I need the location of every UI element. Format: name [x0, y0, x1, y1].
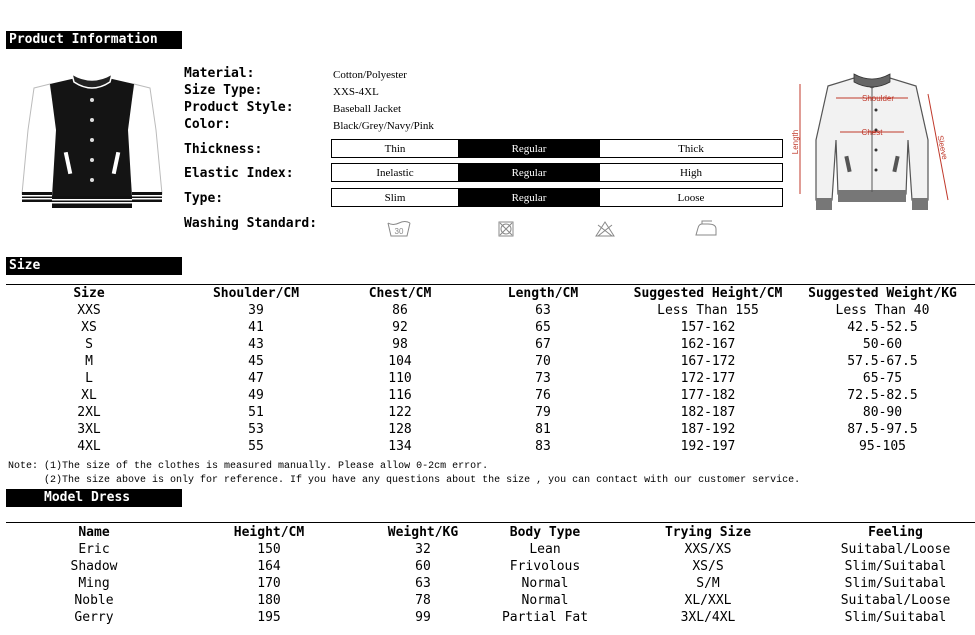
- table-row: [6, 404, 975, 421]
- model-table-divider: [6, 522, 975, 523]
- table-row: [6, 302, 975, 319]
- table-cell: 32: [415, 542, 431, 557]
- trying-size-col-header: Trying Size: [664, 525, 752, 540]
- table-cell: 42.5-52.5: [847, 320, 918, 335]
- thickness-option-regular: Regular: [458, 140, 600, 157]
- table-cell: 134: [388, 439, 412, 454]
- note-line-1: Note: (1)The size of the clothes is measured manually. Please allow 0-2cm error.: [8, 461, 489, 472]
- table-cell: 157-162: [680, 320, 736, 335]
- chest-col-header: Chest/CM: [368, 286, 432, 301]
- table-cell: Less Than 155: [657, 303, 759, 318]
- table-row: [6, 353, 975, 370]
- table-row: [6, 541, 975, 558]
- table-cell: Slim/Suitabal: [844, 576, 947, 591]
- table-cell: 92: [392, 320, 408, 335]
- elastic-index-label: Elastic Index:: [184, 166, 294, 181]
- product-style-value: Baseball Jacket: [333, 103, 402, 115]
- length-col-header: Length/CM: [507, 286, 579, 301]
- table-cell: 195: [257, 610, 281, 625]
- table-row: [6, 336, 975, 353]
- table-cell: 162-167: [680, 337, 736, 352]
- table-cell: 3XL/4XL: [680, 610, 736, 625]
- table-cell: Shadow: [70, 559, 118, 574]
- table-cell: Lean: [529, 542, 561, 557]
- table-cell: 2XL: [77, 405, 101, 420]
- body-type-col-header: Body Type: [509, 525, 581, 540]
- material-label: Material:: [184, 66, 255, 81]
- elastic-index-scale: [331, 163, 783, 182]
- table-cell: 45: [248, 354, 264, 369]
- no-tumble-dry-icon: [494, 220, 518, 238]
- table-cell: 41: [248, 320, 264, 335]
- table-cell: 99: [415, 610, 431, 625]
- table-cell: 128: [388, 422, 412, 437]
- thickness-scale: [331, 139, 783, 158]
- table-cell: Less Than 40: [835, 303, 930, 318]
- wash-temp-text: 30: [394, 227, 404, 236]
- table-cell: 182-187: [680, 405, 736, 420]
- table-cell: 150: [257, 542, 281, 557]
- model-dress-header: Model Dress: [6, 489, 182, 507]
- table-cell: 72.5-82.5: [847, 388, 918, 403]
- table-cell: Suitabal/Loose: [840, 542, 951, 557]
- table-cell: Slim/Suitabal: [844, 559, 947, 574]
- table-cell: 63: [535, 303, 551, 318]
- table-cell: L: [85, 371, 93, 386]
- jacket-photo: [14, 70, 170, 216]
- table-cell: Frivolous: [509, 559, 581, 574]
- table-cell: Suitabal/Loose: [840, 593, 951, 608]
- table-cell: 57.5-67.5: [847, 354, 918, 369]
- no-bleach-icon: [593, 220, 617, 238]
- size-type-value: XXS-4XL: [333, 86, 379, 98]
- table-cell: 79: [535, 405, 551, 420]
- table-cell: 98: [392, 337, 408, 352]
- type-label: Type:: [184, 191, 224, 206]
- table-cell: 83: [535, 439, 551, 454]
- table-cell: 172-177: [680, 371, 736, 386]
- table-cell: 65: [535, 320, 551, 335]
- table-cell: S/M: [696, 576, 720, 591]
- diagram-length-label: Length: [791, 129, 800, 155]
- weight-col-header: Suggested Weight/KG: [808, 286, 957, 301]
- thickness-label: Thickness:: [184, 142, 263, 157]
- table-cell: 4XL: [77, 439, 101, 454]
- table-cell: Gerry: [74, 610, 114, 625]
- table-cell: Normal: [521, 593, 569, 608]
- table-cell: 167-172: [680, 354, 736, 369]
- table-cell: Noble: [74, 593, 114, 608]
- table-cell: M: [85, 354, 93, 369]
- wash-30-icon: [387, 220, 411, 238]
- table-cell: 51: [248, 405, 264, 420]
- table-cell: 81: [535, 422, 551, 437]
- model-table-header: [6, 524, 975, 541]
- elastic-option-high: High: [680, 167, 702, 179]
- table-row: [6, 575, 975, 592]
- table-cell: 95-105: [859, 439, 906, 454]
- table-cell: 78: [415, 593, 431, 608]
- elastic-option-inelastic: Inelastic: [376, 167, 414, 179]
- product-style-label: Product Style:: [184, 100, 294, 115]
- table-cell: 76: [535, 388, 551, 403]
- model-weight-col-header: Weight/KG: [387, 525, 459, 540]
- table-cell: 3XL: [77, 422, 101, 437]
- product-info-header: Product Information: [6, 31, 182, 49]
- table-cell: XXS/XS: [684, 542, 732, 557]
- size-table-header: [6, 285, 975, 302]
- diagram-shoulder-label: Shoulder: [861, 94, 895, 103]
- table-cell: 55: [248, 439, 264, 454]
- table-cell: 170: [257, 576, 281, 591]
- washing-standard-label: Washing Standard:: [184, 216, 318, 231]
- type-option-regular: Regular: [458, 189, 600, 206]
- table-cell: 50-60: [862, 337, 903, 352]
- table-cell: 177-182: [680, 388, 736, 403]
- table-row: [6, 421, 975, 438]
- thickness-option-thick: Thick: [678, 143, 704, 155]
- table-cell: Ming: [78, 576, 110, 591]
- table-cell: XS/S: [692, 559, 724, 574]
- table-cell: XXS: [77, 303, 101, 318]
- table-cell: Partial Fat: [501, 610, 589, 625]
- feeling-col-header: Feeling: [868, 525, 923, 540]
- material-value: Cotton/Polyester: [333, 69, 407, 81]
- table-cell: 116: [388, 388, 412, 403]
- size-header: Size: [6, 257, 182, 275]
- table-row: [6, 609, 975, 626]
- height-col-header: Suggested Height/CM: [633, 286, 783, 301]
- measurement-diagram: [788, 70, 958, 222]
- table-cell: 122: [388, 405, 412, 420]
- table-cell: 63: [415, 576, 431, 591]
- color-value: Black/Grey/Navy/Pink: [333, 120, 434, 132]
- table-cell: 87.5-97.5: [847, 422, 918, 437]
- table-cell: 164: [257, 559, 281, 574]
- table-row: [6, 319, 975, 336]
- thickness-option-thin: Thin: [384, 143, 406, 155]
- table-cell: 47: [248, 371, 264, 386]
- diagram-chest-label: Chest: [861, 128, 883, 137]
- table-cell: 39: [248, 303, 264, 318]
- size-table: [6, 285, 975, 455]
- type-option-slim: Slim: [384, 192, 406, 204]
- table-cell: 104: [388, 354, 412, 369]
- table-cell: 53: [248, 422, 264, 437]
- shoulder-col-header: Shoulder/CM: [212, 286, 300, 301]
- table-cell: Slim/Suitabal: [844, 610, 947, 625]
- table-cell: 70: [535, 354, 551, 369]
- type-scale: [331, 188, 783, 207]
- table-cell: Eric: [78, 542, 110, 557]
- table-cell: 180: [257, 593, 281, 608]
- iron-icon: [694, 220, 718, 238]
- model-height-col-header: Height/CM: [233, 525, 305, 540]
- table-cell: 73: [535, 371, 551, 386]
- table-cell: XL: [81, 388, 97, 403]
- table-row: [6, 558, 975, 575]
- table-cell: XL/XXL: [684, 593, 732, 608]
- size-col-header: Size: [73, 286, 105, 301]
- table-cell: XS: [81, 320, 97, 335]
- table-cell: 67: [535, 337, 551, 352]
- table-row: [6, 370, 975, 387]
- table-row: [6, 592, 975, 609]
- type-option-loose: Loose: [677, 192, 705, 204]
- table-cell: 60: [415, 559, 431, 574]
- table-cell: 86: [392, 303, 408, 318]
- color-label: Color:: [184, 117, 231, 132]
- table-cell: Normal: [521, 576, 569, 591]
- diagram-sleeve-label: Sleeve: [935, 134, 950, 161]
- table-cell: 80-90: [862, 405, 903, 420]
- table-cell: 187-192: [680, 422, 736, 437]
- table-cell: 110: [388, 371, 412, 386]
- table-cell: S: [85, 337, 93, 352]
- elastic-option-regular: Regular: [458, 164, 600, 181]
- table-cell: 192-197: [680, 439, 736, 454]
- size-type-label: Size Type:: [184, 83, 263, 98]
- model-table: [6, 524, 975, 626]
- note-line-2: (2)The size above is only for reference. If you have any questions about the size , you can contact with our customer service.: [44, 475, 801, 486]
- table-cell: 49: [248, 388, 264, 403]
- table-row: [6, 438, 975, 455]
- table-row: [6, 387, 975, 404]
- table-cell: 65-75: [862, 371, 903, 386]
- name-col-header: Name: [78, 525, 110, 540]
- table-cell: 43: [248, 337, 264, 352]
